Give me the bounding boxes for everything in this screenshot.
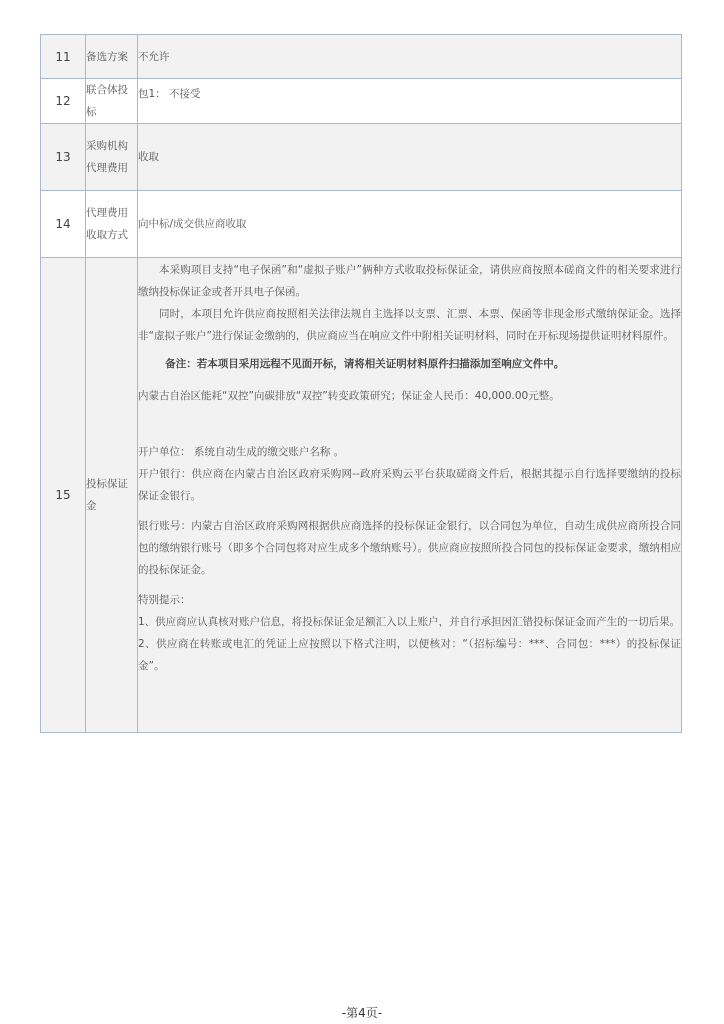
row-label: 采购机构代理费用 (86, 124, 138, 191)
row-value: 向中标/成交供应商收取 (138, 191, 682, 258)
row-label: 投标保证金 (86, 258, 138, 733)
special-tip-1: 1、供应商应认真核对账户信息，将投标保证金足额汇入以上账户，并自行承担因汇错投标保证金而产生的一切后果。 (138, 616, 681, 628)
deposit-paragraph-2: 同时，本项目允许供应商按照相关法律法规自主选择以支票、汇票、本票、保函等非现金形式缴纳保证金。选择非“虚拟子账户”进行保证金缴纳的，供应商应当在响应文件中附相关证明材料，同时在开标现场提供证明材料原件。 (138, 308, 681, 342)
account-number: 银行账号：内蒙古自治区政府采购网根据供应商选择的投标保证金银行，以合同包为单位，自动生成供应商所投合同包的缴纳银行账号（即多个合同包将对应生成多个缴纳账号）。供应商应按照所投合同包的投标保证金要求，缴纳相应的投标保证金。 (138, 520, 681, 576)
deposit-details (138, 258, 682, 733)
table-row-11 (41, 35, 682, 79)
project-deposit-amount: 内蒙古自治区能耗“双控”向碳排放“双控”转变政策研究；保证金人民币：40,000.00元整。 (138, 390, 560, 402)
row-label: 备选方案 (86, 35, 138, 79)
page-number: -第4页- (341, 1006, 383, 1020)
special-tip-2: 2、供应商在转账或电汇的凭证上应按照以下格式注明，以便核对：“（招标编号：***、合同包：***）的投标保证金”。 (138, 638, 681, 672)
special-tips-title: 特别提示： (138, 594, 191, 606)
row-value: 不允许 (138, 35, 682, 79)
row-label: 代理费用收取方式 (86, 191, 138, 258)
row-number: 13 (41, 124, 86, 191)
row-number: 14 (41, 191, 86, 258)
remote-opening-note: 备注：若本项目采用远程不见面开标，请将相关证明材料原件扫描添加至响应文件中。 (165, 358, 565, 370)
table-row-13 (41, 124, 682, 191)
row-number: 15 (41, 258, 86, 733)
row-number: 12 (41, 79, 86, 124)
account-unit: 开户单位： 系统自动生成的缴交账户名称 。 (138, 446, 345, 458)
row-label: 联合体投标 (86, 79, 138, 124)
requirements-table (40, 34, 682, 733)
deposit-paragraph-1: 本采购项目支持“电子保函”和“虚拟子账户”俩种方式收取投标保证金，请供应商按照本磋商文件的相关要求进行缴纳投标保证金或者开具电子保函。 (138, 264, 681, 298)
row-value: 包1： 不接受 (138, 79, 682, 124)
row-value: 收取 (138, 124, 682, 191)
row-number: 11 (41, 35, 86, 79)
table-row-12 (41, 79, 682, 124)
table-row-15 (41, 258, 682, 733)
table-row-14 (41, 191, 682, 258)
account-bank: 开户银行：供应商在内蒙古自治区政府采购网--政府采购云平台获取磋商文件后，根据其提示自行选择要缴纳的投标保证金银行。 (138, 468, 681, 502)
